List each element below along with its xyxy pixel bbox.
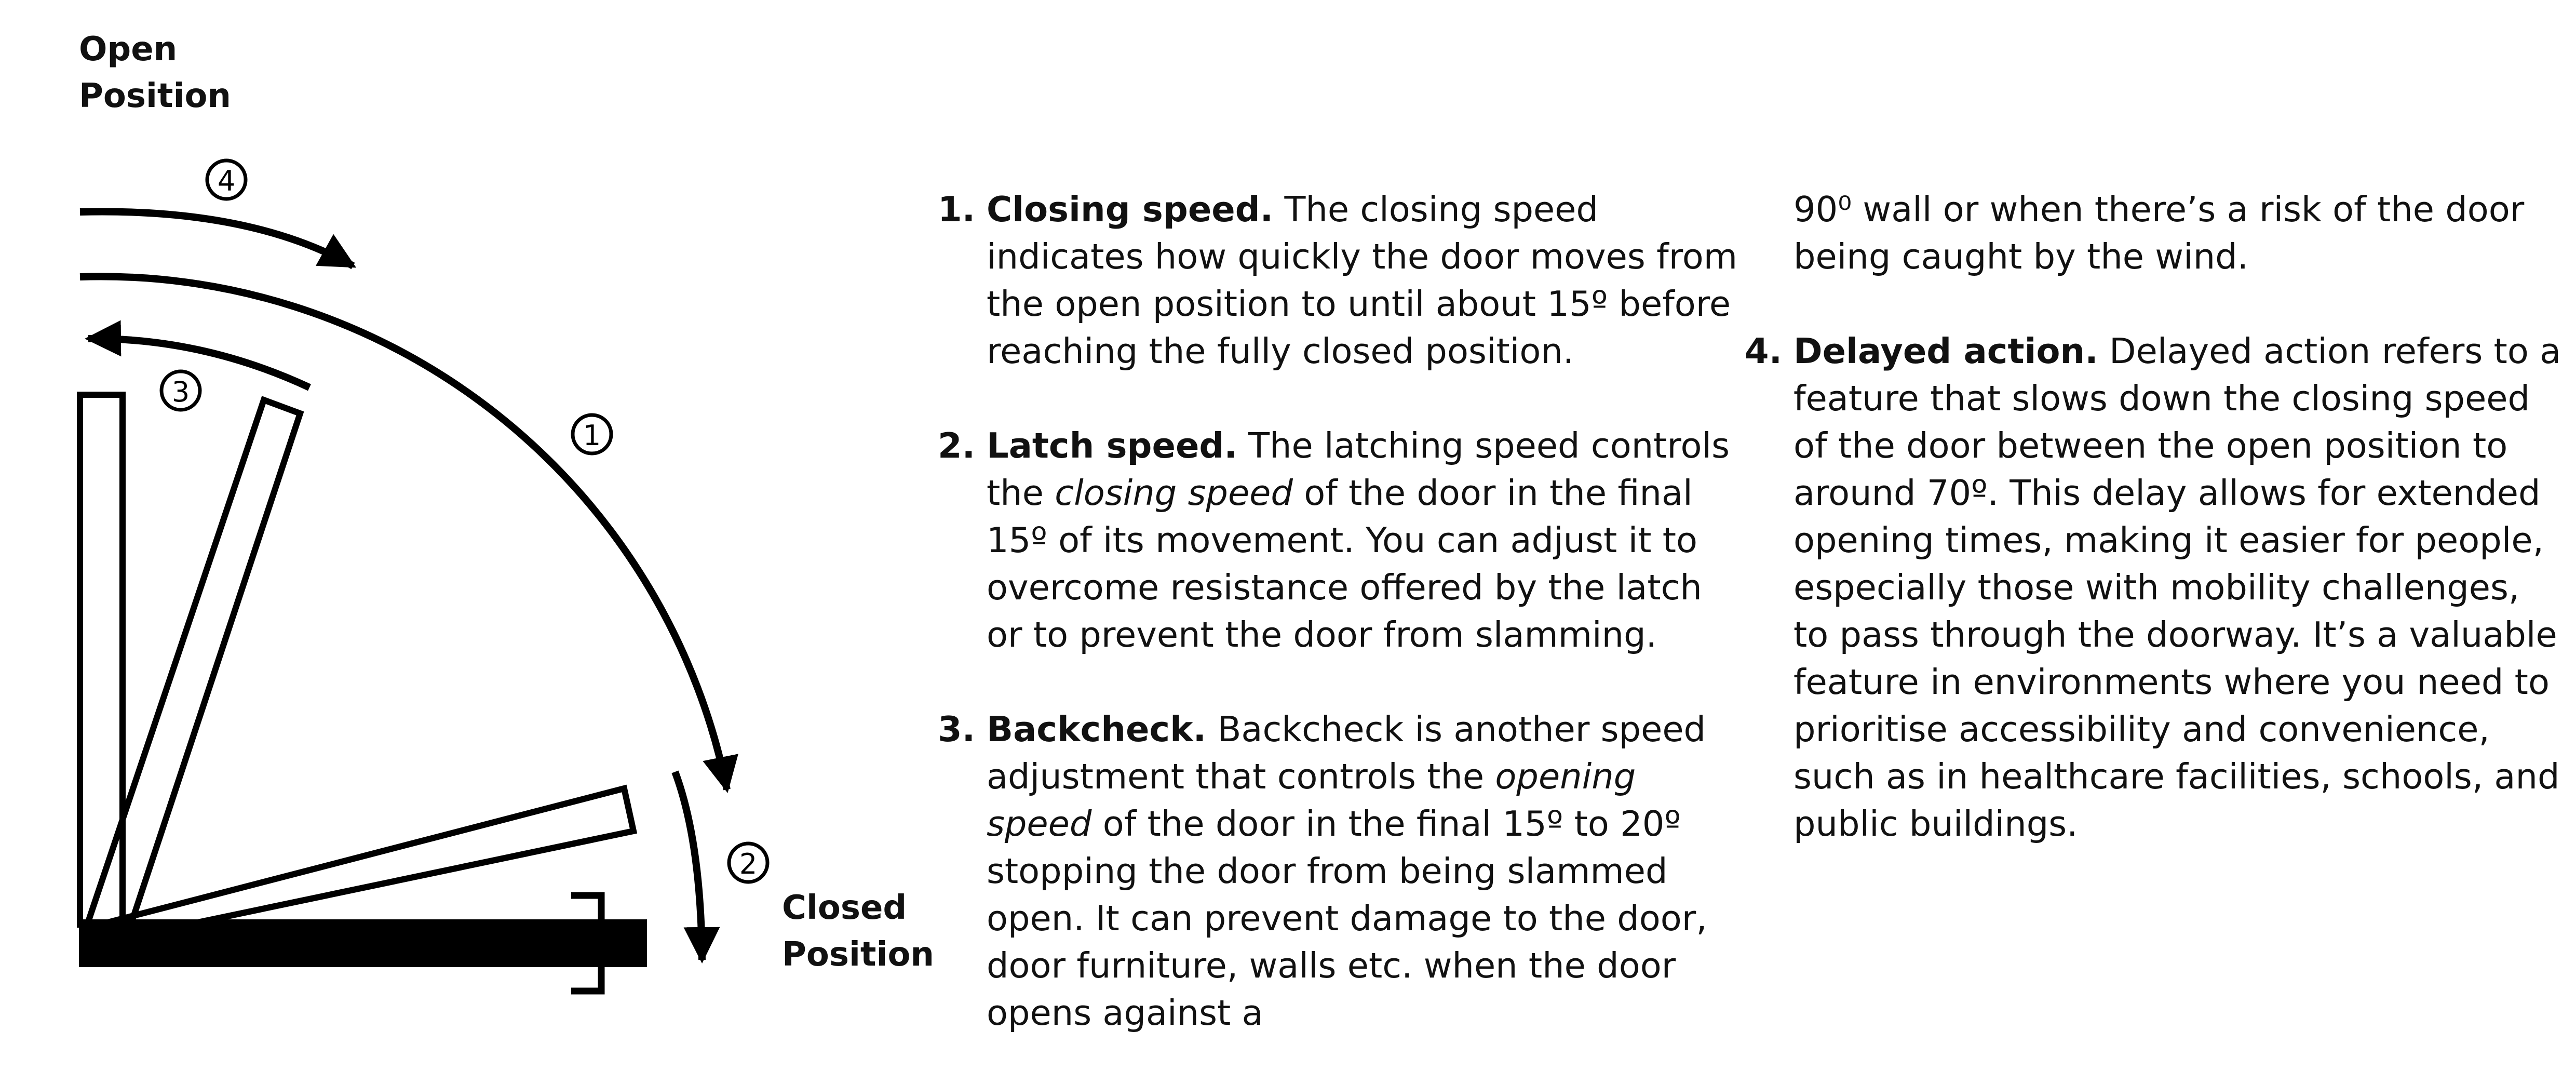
- list-item-latch-speed: [938, 422, 1748, 659]
- door-closed-position: [79, 919, 647, 967]
- list-text: The closing speed indicates how quickly the door moves from the open position to until about 15º before reaching the fully closed position.: [987, 189, 1738, 371]
- list-text: Backcheck is another speed adjustment that controls the: [987, 709, 1706, 797]
- list-term: Backcheck.: [987, 709, 1207, 750]
- list-term: Delayed action.: [1793, 331, 2098, 371]
- list-term: Latch speed.: [987, 425, 1237, 466]
- marker-1-text: 1: [583, 419, 601, 452]
- list-text-emphasis: closing speed: [1055, 473, 1293, 513]
- marker-4-text: 4: [217, 165, 236, 197]
- text-column-right: [1745, 186, 2565, 895]
- list-text: of the door in the final 15º of its movement. You can adjust it to overcome resistance offered by the latch or to prevent the door from slamming.: [987, 473, 1702, 655]
- list-number: 4.: [1745, 331, 1783, 371]
- list-text: The latching speed controls the: [987, 425, 1730, 513]
- marker-1: [573, 415, 611, 453]
- list-number: 1.: [938, 189, 976, 230]
- door-closer-diagram: [0, 0, 935, 1011]
- marker-4: [207, 160, 246, 199]
- marker-2: [729, 844, 767, 882]
- text-column-left: [938, 186, 1748, 1084]
- list-number: 2.: [938, 425, 976, 466]
- list-item-backcheck-continued: 90⁰ wall or when there’s a risk of the door being caught by the wind.: [1793, 189, 2525, 277]
- open-position-label: Open Position: [79, 30, 231, 115]
- closed-position-label: Closed Position: [782, 889, 934, 974]
- list-item-closing-speed: [938, 186, 1748, 375]
- list-number: 3.: [938, 709, 976, 750]
- list-text-emphasis: opening speed: [987, 756, 1636, 844]
- marker-3: [161, 371, 200, 410]
- door-near-closed-position: [96, 788, 633, 939]
- arc-arrow-latch-speed: [675, 772, 702, 960]
- marker-3-text: 3: [171, 376, 190, 408]
- list-text: of the door in the final 15º to 20º stopping the door from being slammed open. It can prevent damage to the door, door furniture, walls etc. when the door opens against a: [987, 804, 1707, 1033]
- arc-arrow-closing-speed: [80, 276, 727, 789]
- marker-2-text: 2: [739, 848, 758, 880]
- list-term: Closing speed.: [987, 189, 1274, 230]
- list-item-backcheck: [938, 706, 1748, 1037]
- list-item-delayed-action: [1745, 328, 2565, 848]
- arc-arrow-delayed-action: [80, 211, 353, 266]
- list-text: Delayed action refers to a feature that slows down the closing speed of the door between the open position to around 70º. This delay allows for extended opening times, making it easier for people, especially those with mobility challenges, to pass through the doorway. It’s a valuable feature in environments where you need to prioritise accessibility and convenience, such as in healthcare facilities, schools, and public buildings.: [1793, 331, 2561, 844]
- door-intermediate-position: [87, 400, 300, 925]
